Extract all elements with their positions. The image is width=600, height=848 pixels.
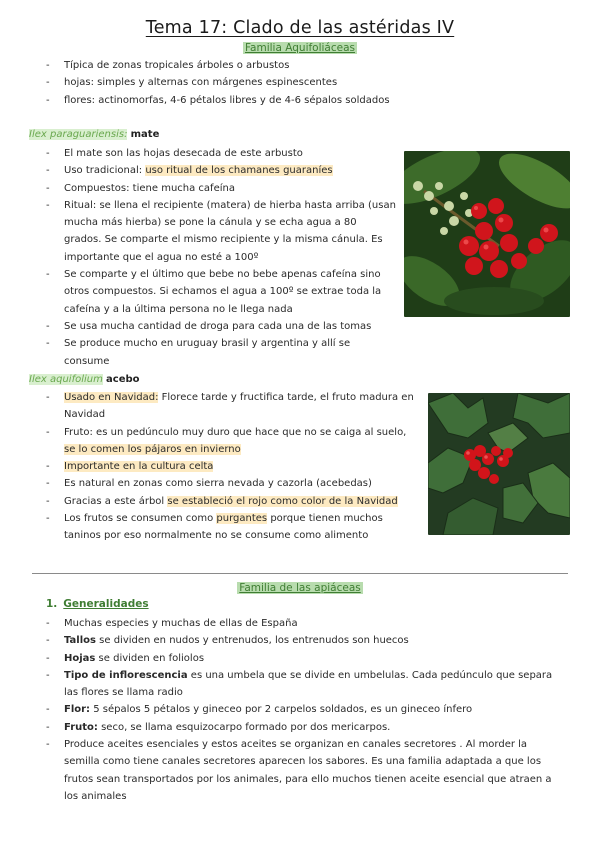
apiaceae-list xyxy=(46,615,558,805)
family-heading-text: Familia Aquifoliáceas xyxy=(244,42,356,54)
family-heading-aquifoliaceae xyxy=(0,42,600,54)
list-item: - Compuestos: tiene mucha cafeína xyxy=(46,180,396,197)
aquifoliaceae-list xyxy=(46,57,546,109)
list-item: - Gracias a este árbol se estableció el rojo como color de la Navidad xyxy=(46,493,416,510)
subheading-number: 1. xyxy=(46,598,58,610)
list-item: - hojas: simples y alternas con márgenes espinescentes xyxy=(46,74,546,91)
list-item: - El mate son las hojas desecada de este arbusto xyxy=(46,145,396,162)
scientific-name: Ilex aquifolium xyxy=(29,374,103,385)
highlight: purgantes xyxy=(216,513,268,525)
list-item: - Hojas se dividen en foliolos xyxy=(46,650,558,667)
list-item: - Se usa mucha cantidad de droga para cada una de las tomas xyxy=(46,318,396,335)
family-heading-text: Familia de las apiáceas xyxy=(239,582,361,594)
list-item: - Fruto: seco, se llama esquizocarpo formado por dos mericarpos. xyxy=(46,719,558,736)
list-item: - Se produce mucho en uruguay brasil y argentina y allí se consume xyxy=(46,335,396,370)
list-item: - Típica de zonas tropicales árboles o arbustos xyxy=(46,57,546,74)
holly-plant-photo xyxy=(428,393,570,535)
list-item: - Produce aceites esenciales y estos aceites se organizan en canales secretores . Al morder la semilla como tiene canales secretores aparecen los sabores. Es una familia adaptada a que los frutos sean transportados por los animales, para ello muchos tienen aceite esencial que atraen a los animales xyxy=(46,736,558,805)
scientific-name: Ilex paraguariensis: xyxy=(29,129,128,140)
list-item: - Se comparte y el último que bebe no bebe apenas cafeína sino otros compuestos. Si echamos el agua a 100º se extrae toda la cafeína y a la última persona no le llega nada xyxy=(46,266,396,318)
subheading-text: Generalidades xyxy=(63,598,149,610)
list-item: - Tallos se dividen en nudos y entrenudos, los entrenudos son huecos xyxy=(46,632,558,649)
list-item: - Usado en Navidad: Florece tarde y fructifica tarde, el fruto madura en Navidad xyxy=(46,389,416,424)
list-item: - Uso tradicional: uso ritual de los chamanes guaraníes xyxy=(46,162,396,179)
species-heading-mate xyxy=(29,128,159,142)
list-item: - Ritual: se llena el recipiente (matera) de hierba hasta arriba (usan mucha más hierba) se pone la cánula y se echa agua a 80 grados. Se comparte el mismo recipiente y la misma cánula. Es importante que el agua no esté a 100º xyxy=(46,197,396,266)
acebo-list xyxy=(46,389,416,545)
family-heading-apiaceae xyxy=(0,582,600,594)
list-item xyxy=(46,458,416,475)
list-item: - Es natural en zonas como sierra nevada y cazorla (acebedas) xyxy=(46,475,416,492)
list-item: - Flor: 5 sépalos 5 pétalos y gineceo por 2 carpelos soldados, es un gineceo ínfero xyxy=(46,701,558,718)
subheading-generalidades xyxy=(46,598,149,610)
species-heading-acebo xyxy=(29,373,140,387)
list-item: - Fruto: es un pedúnculo muy duro que hace que no se caiga al suelo, se lo comen los pájaros en invierno xyxy=(46,424,416,459)
list-item: - Muchas especies y muchas de ellas de España xyxy=(46,615,558,632)
highlight: Usado en Navidad: xyxy=(64,392,159,403)
page-title: Tema 17: Clado de las astéridas IV xyxy=(145,18,455,38)
highlight: se lo comen los pájaros en invierno xyxy=(64,443,241,455)
mate-plant-photo xyxy=(404,151,570,317)
list-item: - flores: actinomorfas, 4-6 pétalos libres y de 4-6 sépalos soldados xyxy=(46,92,546,109)
highlight: uso ritual de los chamanes guaraníes xyxy=(145,165,333,177)
common-name: acebo xyxy=(106,374,140,385)
section-divider xyxy=(32,573,568,574)
mate-list xyxy=(46,145,396,370)
common-name: mate xyxy=(130,129,160,140)
list-item: - Tipo de inflorescencia es una umbela que se divide en umbelulas. Cada pedúnculo que separa las flores se llama radio xyxy=(46,667,558,702)
highlight: se estableció el rojo como color de la Navidad xyxy=(167,495,398,507)
list-item: - Los frutos se consumen como purgantes porque tienen muchos taninos por eso normalmente no se consume como alimento xyxy=(46,510,416,545)
highlight: Importante en la cultura celta xyxy=(64,461,214,473)
